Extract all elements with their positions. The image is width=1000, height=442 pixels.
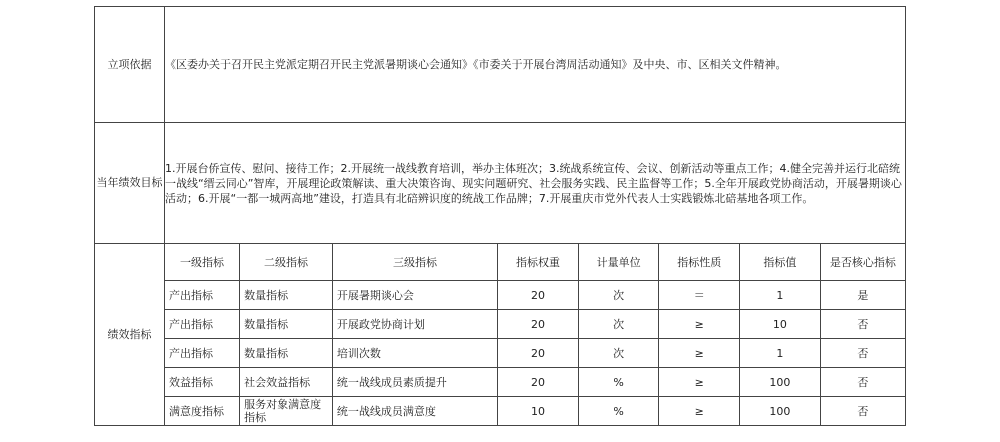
header-level3: 三级指标	[332, 244, 497, 281]
table-row	[165, 339, 905, 368]
unit-cell: 次	[578, 281, 659, 310]
table-row	[165, 310, 905, 339]
header-core: 是否核心指标	[820, 244, 905, 281]
core-cell: 是	[820, 281, 905, 310]
level1-cell: 产出指标	[165, 310, 240, 339]
level3-cell: 统一战线成员素质提升	[332, 368, 497, 397]
weight-cell: 20	[498, 310, 579, 339]
table-row	[165, 368, 905, 397]
value-cell: 1	[740, 339, 821, 368]
project-table	[94, 6, 906, 426]
level2-cell: 数量指标	[240, 339, 333, 368]
header-level1: 一级指标	[165, 244, 240, 281]
nature-cell: ≥	[659, 310, 740, 339]
unit-cell: 次	[578, 310, 659, 339]
level2-cell: 数量指标	[240, 281, 333, 310]
table-row	[165, 397, 905, 426]
level2-cell: 社会效益指标	[240, 368, 333, 397]
core-cell: 否	[820, 310, 905, 339]
level2-cell: 服务对象满意度指标	[240, 397, 333, 426]
nature-cell: ≥	[659, 397, 740, 426]
level3-cell: 开展政党协商计划	[332, 310, 497, 339]
core-cell: 否	[820, 397, 905, 426]
core-cell: 否	[820, 339, 905, 368]
basis-label: 立项依据	[95, 7, 165, 123]
weight-cell: 20	[498, 339, 579, 368]
level1-cell: 满意度指标	[165, 397, 240, 426]
goals-text: 1.开展台侨宣传、慰问、接待工作；2.开展统一战线教育培训，举办主体班次；3.统战系统宣传、会议、创新活动等重点工作；4.健全完善并运行北碚统一战线“缙云同心”智库，开展理论政策解读、重大决策咨询、现实问题研究、社会服务实践、民主监督等工作；5.全年开展政党协商活动，开展暑期谈心活动；6.开展“一都一城两高地”建设，打造具有北碚辨识度的统战工作品牌；7.开展重庆市党外代表人士实践锻炼北碚基地各项工作。	[165, 123, 906, 244]
goals-label: 当年绩效目标	[95, 123, 165, 244]
indicators-table	[165, 244, 905, 425]
unit-cell: %	[578, 368, 659, 397]
level3-cell: 培训次数	[332, 339, 497, 368]
level1-cell: 产出指标	[165, 339, 240, 368]
level3-cell: 统一战线成员满意度	[332, 397, 497, 426]
indicators-label: 绩效指标	[95, 244, 165, 426]
value-cell: 100	[740, 368, 821, 397]
level3-cell: 开展暑期谈心会	[332, 281, 497, 310]
header-value: 指标值	[740, 244, 821, 281]
indicators-cell	[165, 244, 906, 426]
weight-cell: 20	[498, 281, 579, 310]
value-cell: 100	[740, 397, 821, 426]
unit-cell: 次	[578, 339, 659, 368]
value-cell: 10	[740, 310, 821, 339]
header-nature: 指标性质	[659, 244, 740, 281]
weight-cell: 20	[498, 368, 579, 397]
indicators-header-row	[165, 244, 905, 281]
nature-cell: ≥	[659, 339, 740, 368]
unit-cell: %	[578, 397, 659, 426]
nature-cell: ＝	[659, 281, 740, 310]
weight-cell: 10	[498, 397, 579, 426]
header-level2: 二级指标	[240, 244, 333, 281]
header-unit: 计量单位	[578, 244, 659, 281]
nature-cell: ≥	[659, 368, 740, 397]
core-cell: 否	[820, 368, 905, 397]
table-row	[165, 281, 905, 310]
level1-cell: 产出指标	[165, 281, 240, 310]
header-weight: 指标权重	[498, 244, 579, 281]
value-cell: 1	[740, 281, 821, 310]
basis-text: 《区委办关于召开民主党派定期召开民主党派暑期谈心会通知》《市委关于开展台湾周活动通知》及中央、市、区相关文件精神。	[165, 7, 906, 123]
level1-cell: 效益指标	[165, 368, 240, 397]
level2-cell: 数量指标	[240, 310, 333, 339]
